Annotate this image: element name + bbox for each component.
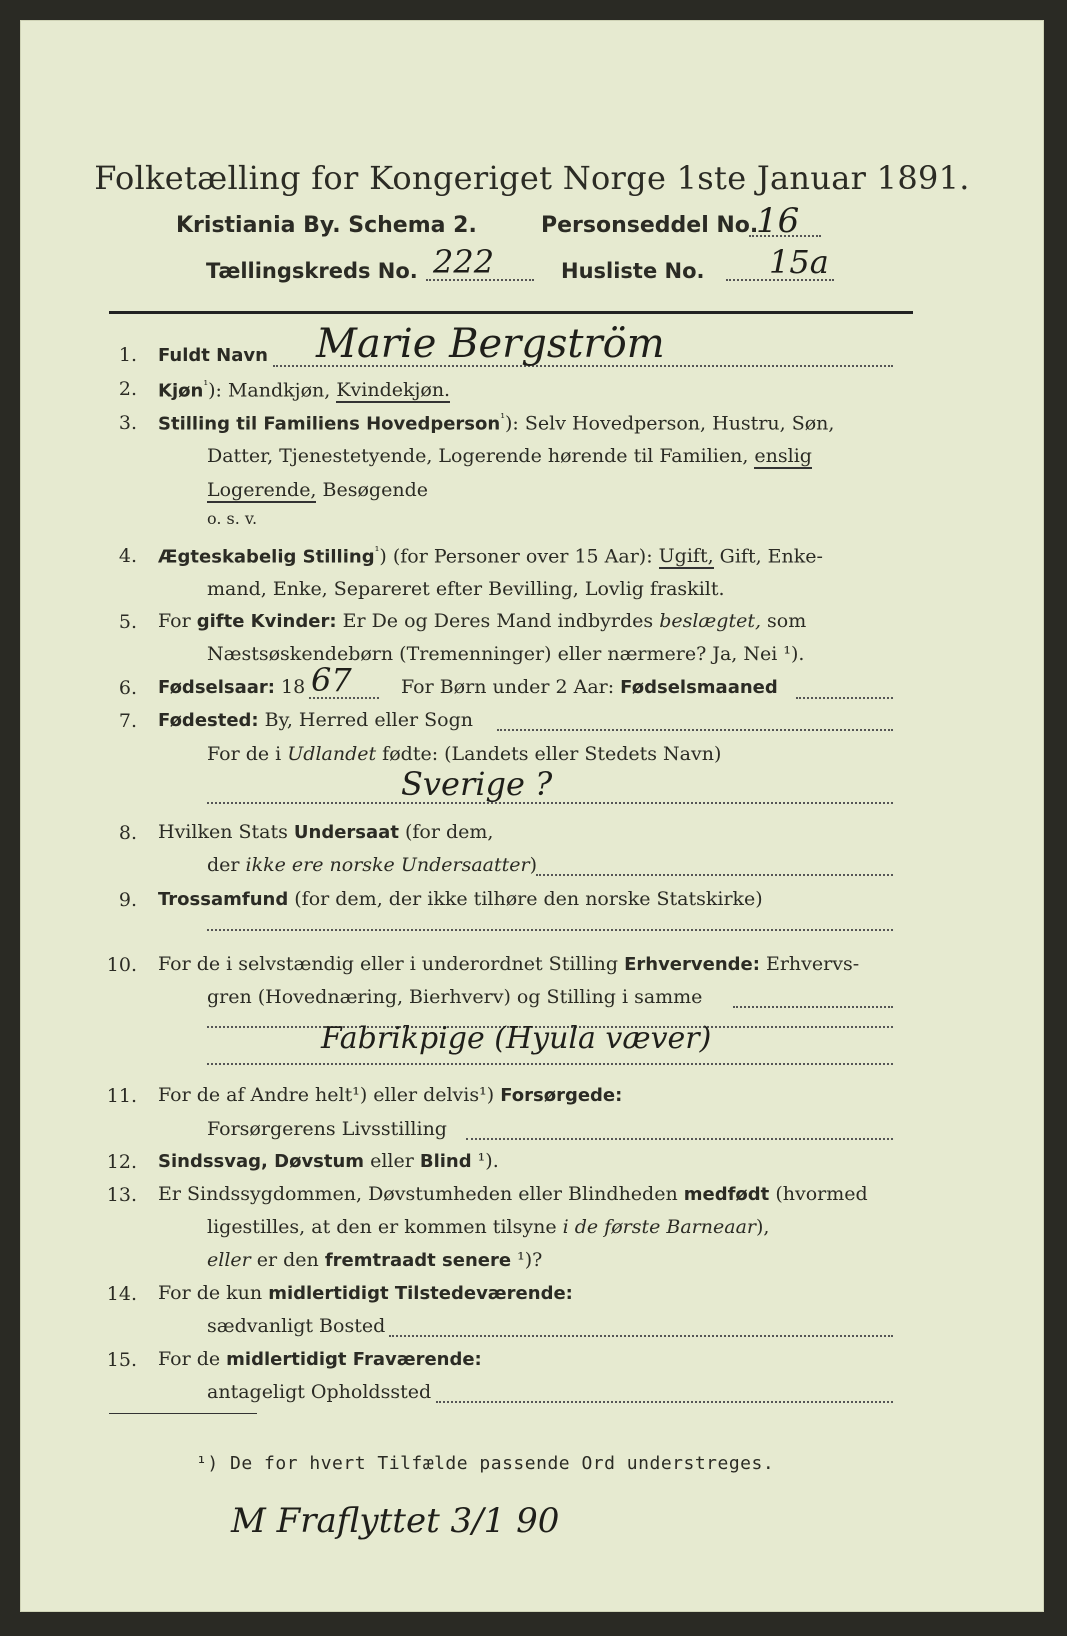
q6-year-value: 67 [311, 661, 352, 699]
q2-selected: Kvindekjøn. [336, 379, 451, 402]
personseddel-dots [749, 235, 821, 237]
q9-dots [207, 929, 893, 931]
husliste-label: Husliste No. [561, 259, 705, 283]
census-form [20, 20, 1044, 1612]
q3-line2: Datter, Tjenestetyende, Logerende hørende til Familien, enslig [207, 445, 812, 467]
q7-dots [497, 729, 893, 731]
q15-line2: antageligt Opholdssted [207, 1381, 432, 1403]
personseddel-label: Personseddel No. [541, 213, 759, 238]
item-number: 2. [118, 378, 137, 400]
q10-dots-3 [207, 1063, 893, 1065]
item-number: 10. [106, 954, 137, 976]
q10-occupation-value: Fabrikpige (Hyula væver) [321, 1021, 712, 1056]
footnote-rule [109, 1413, 257, 1414]
header-rule [109, 311, 913, 314]
q2-text: Kjøn$^{^1}$): Mandkjøn, Kvindekjøn. [158, 378, 451, 402]
q8-line1: Hvilken Stats Undersaat (for dem, [158, 821, 494, 843]
q15-dots [436, 1401, 893, 1403]
q6-line-rest: For Børn under 2 Aar: Fødselsmaaned [401, 676, 778, 698]
q3-line4: o. s. v. [207, 509, 258, 528]
q7-dots-2 [207, 802, 893, 804]
q7-birthplace-value: Sverige ? [401, 765, 553, 803]
q10-line1: For de i selvstændig eller i underordnet Stilling Erhvervende: Erhvervs- [158, 953, 860, 975]
q14-dots [389, 1335, 893, 1337]
q5-line1: For gifte Kvinder: Er De og Deres Mand indbyrdes beslægtet, som [158, 610, 807, 632]
q13-line3: eller er den fremtraadt senere ¹)? [207, 1249, 543, 1271]
q3-line3: Logerende, Besøgende [207, 479, 428, 501]
q11-line2: Forsørgerens Livsstilling [207, 1118, 447, 1140]
item-number: 15. [106, 1349, 137, 1371]
husliste-number: 15a [769, 243, 829, 281]
q3-selected-enslig: enslig [754, 445, 812, 467]
item-number: 5. [118, 611, 137, 633]
item-number: 14. [106, 1283, 137, 1305]
q7-line1: Fødested: By, Herred eller Sogn [158, 709, 473, 731]
q3-line1: Stilling til Familiens Hovedperson$^{^1}$): Selv Hovedperson, Hustru, Søn, [158, 411, 835, 435]
q14-line1: For de kun midlertidigt Tilstedeværende: [158, 1282, 573, 1304]
q4-line1: Ægteskabelig Stilling$^{^1}$) (for Personer over 15 Aar): Ugift, Gift, Enke- [158, 544, 823, 568]
item-number: 9. [118, 889, 137, 911]
q11-dots [466, 1138, 893, 1140]
handwritten-annotation: M Fraflyttet 3/1 90 [231, 1501, 560, 1541]
personseddel-number: 16 [756, 201, 800, 241]
husliste-dots [726, 279, 834, 281]
q6-year-dots [309, 697, 379, 699]
item-number: 13. [106, 1184, 137, 1206]
q10-line2: gren (Hovednæring, Bierhverv) og Stilling i samme [207, 986, 703, 1008]
q14-line2: sædvanligt Bosted [207, 1315, 386, 1337]
q4-line2: mand, Enke, Separeret efter Bevilling, Lovlig fraskilt. [207, 578, 725, 600]
item-number: 8. [118, 822, 137, 844]
item-number: 4. [118, 545, 137, 567]
taellingskreds-number: 222 [433, 243, 495, 281]
taellingskreds-dots [426, 279, 534, 281]
item-number: 3. [118, 412, 137, 434]
city-schema: Kristiania By. Schema 2. [176, 213, 477, 238]
q10-dots-1 [733, 1006, 893, 1008]
item-number: 7. [118, 710, 137, 732]
q8-dots [536, 874, 893, 876]
q15-line1: For de midlertidigt Fraværende: [158, 1348, 482, 1370]
q9-line1: Trossamfund (for dem, der ikke tilhøre den norske Statskirke) [158, 888, 763, 910]
q7-line2: For de i Udlandet fødte: (Landets eller Stedets Navn) [207, 743, 722, 765]
item-number: 6. [118, 677, 137, 699]
q6-month-dots [796, 697, 893, 699]
q1-label: Fuldt Navn [158, 345, 268, 366]
q8-line2: der ikke ere norske Undersaatter) [207, 854, 537, 876]
q13-line2: ligestilles, at den er kommen tilsyne i de første Barneaar), [207, 1216, 770, 1238]
q5-line2: Næstsøskendebørn (Tremenninger) eller nærmere? Ja, Nei ¹). [207, 643, 805, 665]
q3-selected-logerende: Logerende, [207, 479, 317, 501]
q12-line1: Sindssvag, Døvstum eller Blind ¹). [158, 1150, 499, 1172]
q1-name-value: Marie Bergström [316, 321, 665, 367]
item-number: 11. [106, 1085, 137, 1107]
item-number: 1. [118, 344, 137, 366]
q11-line1: For de af Andre helt¹) eller delvis¹) Forsørgede: [158, 1084, 623, 1106]
q13-line1: Er Sindssygdommen, Døvstumheden eller Blindheden medfødt (hvormed [158, 1183, 868, 1205]
form-title: Folketælling for Kongeriget Norge 1ste Januar 1891. [94, 159, 970, 197]
item-number: 12. [106, 1151, 137, 1173]
q4-selected: Ugift, [658, 545, 714, 568]
footnote: ¹) De for hvert Tilfælde passende Ord understreges. [196, 1453, 775, 1474]
q6-label: Fødselsaar: 18 [158, 676, 306, 698]
taellingskreds-label: Tællingskreds No. [206, 259, 418, 283]
